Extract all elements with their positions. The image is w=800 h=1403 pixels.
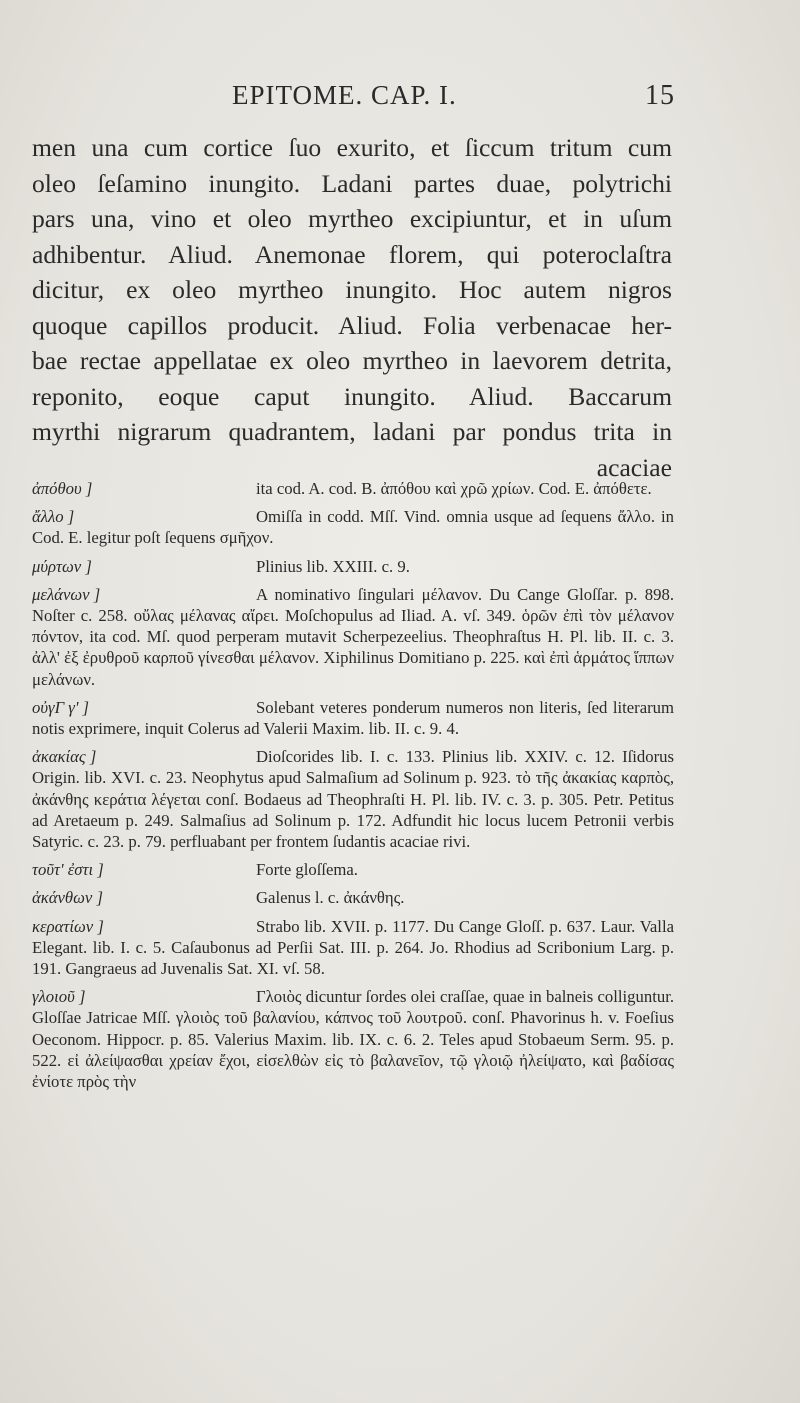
- page-header: [0, 78, 800, 118]
- catchword: acaciae: [596, 452, 672, 482]
- main-text-line: dicitur, ex oleo myrtheo inungito. Hoc autem nigros: [32, 275, 672, 304]
- footnote-lemma: τοῦτ' ἐστι ]: [32, 860, 104, 880]
- footnote: [32, 859, 674, 880]
- footnote: [32, 746, 674, 852]
- footnote-lemma: κερατίων ]: [32, 916, 104, 936]
- footnote-text: Solebant veteres ponderum numeros non literis, ſed literarum notis exprimere, inquit Colerus ad Valerii Maxim. lib. II. c. 9. 4.: [32, 697, 674, 739]
- main-text-line: adhibentur. Aliud. Anemonae florem, qui poteroclaſtra: [32, 239, 672, 269]
- footnote-text: Dioſcorides lib. I. c. 133. Plinius lib. XXIV. c. 12. Iſidorus Origin. lib. XVI. c. 23. Neophytus apud Salmaſium ad Solinum p. 923. τὸ τῆς ἀκακίας καρπὸς, ἀκάνθης κεράτια λέγεται conſ. Bodaeus ad Theophraſti H. Pl. lib. IV. c. 3. p. 305. Petr. Petitus ad Aretaeum p. 249. Salmaſius ad Solinum p. 172. Adfundit hic locus lucem Petronii verbis Satyric. c. 23. p. 79. perfluabant per frontem ſudantis acaciae rivi.: [32, 747, 674, 852]
- footnote-lemma: γλοιοῦ ]: [32, 987, 86, 1007]
- footnote-lemma: ἄλλο ]: [32, 507, 75, 527]
- footnote-text: ita cod. A. cod. B. ἀπόθου καὶ χρῶ χρίων. Cod. E. ἀπόθετε.: [256, 479, 652, 498]
- footnote-text: Strabo lib. XVII. p. 1177. Du Cange Gloſſ. p. 637. Laur. Valla Elegant. lib. I. c. 5. Caſaubonus ad Perſii Sat. III. p. 264. Jo. Rhodius ad Scribonium Larg. p. 191. Gangraeus ad Juvenalis Sat. XI. vſ. 58.: [32, 916, 674, 979]
- footnote-lemma: οὐγΓ γ' ]: [32, 697, 90, 717]
- main-text-line: quoque capillos producit. Aliud. Folia verbenacae her-: [32, 310, 672, 340]
- footnote: [32, 478, 674, 499]
- footnote-lemma: ἀκάνθων ]: [32, 888, 103, 908]
- main-text-line: pars una, vino et oleo myrtheo excipiuntur, et in uſum: [32, 204, 672, 233]
- main-text-line: reponito, eoque caput inungito. Aliud. Baccarum: [32, 381, 672, 411]
- footnote-text: Galenus l. c. ἀκάνθης.: [256, 888, 405, 908]
- running-title: EPITOME. CAP. I.: [232, 80, 457, 110]
- main-text-line: myrthi nigrarum quadrantem, ladani par pondus trita in: [32, 417, 672, 446]
- footnote-lemma: μύρτων ]: [32, 556, 92, 576]
- main-text-line: bae rectae appellatae ex oleo myrtheo in laevorem detrita,: [32, 346, 672, 375]
- footnote-text: Γλοιὸς dicuntur ſordes olei craſſae, quae in balneis colliguntur. Gloſſae Jatricae Mſſ. γλοιὸς τοῦ βαλανίου, κάπνος τοῦ λουτροῦ. conſ. Phavorinus h. v. Foeſius Oeconom. Hippocr. p. 85. Valerius Maxim. lib. IX. c. 6. 2. Teles apud Stobaeum Serm. 95. p. 522. εἰ ἀλείψασθαι χρείαν ἔχοι, εἰσελθὼν εἰς τὸ βαλανεῖον, τῷ γλοιῷ ἠλείψατο, καὶ βαδίσας ἐνίοτε πρὸς τὴν: [32, 987, 674, 1092]
- footnote: [32, 916, 674, 980]
- main-text-line: oleo ſeſamino inungito. Ladani partes duae, polytrichi: [32, 168, 672, 198]
- main-text: [32, 130, 672, 485]
- footnote-text: Forte gloſſema.: [256, 860, 358, 880]
- footnote: [32, 506, 674, 548]
- footnote: [32, 584, 674, 690]
- footnote-lemma: ἀκακίας ]: [32, 747, 97, 767]
- footnotes: [32, 478, 674, 1099]
- main-text-line: men una cum cortice ſuo exurito, et ſiccum tritum cum: [32, 133, 672, 162]
- footnote-lemma: μελάνων ]: [32, 584, 101, 604]
- footnote-lemma: ἀπόθου ]: [32, 479, 93, 498]
- footnote-text: Plinius lib. XXIII. c. 9.: [256, 556, 410, 576]
- footnote: [32, 697, 674, 739]
- footnote: [32, 556, 674, 577]
- footnote: [32, 887, 674, 908]
- footnote-text: Omiſſa in codd. Mſſ. Vind. omnia usque ad ſequens ἄλλο. in Cod. E. legitur poſt ſequens σμῆχον.: [32, 507, 674, 548]
- footnote: [32, 986, 674, 1092]
- footnote-text: A nominativo ſingulari μέλανον. Du Cange Gloſſar. p. 898. Noſter c. 258. οὔλας μέλανας αἴρει. Moſchopulus ad Iliad. A. vſ. 349. ὁρῶν ἐπὶ τὸν μέλανον πόντον, ita cod. Mſ. quod perperam mutavit Scherpezeelius. Theophraſtus H. Pl. lib. II. c. 3. ἀλλ' ἐξ ἐρυθροῦ καρποῦ γίνεσθαι μέλανον. Xiphilinus Domitiano p. 225. καὶ ἐπὶ ἁρμάτος ἵππων μελάνων.: [32, 584, 674, 689]
- page-number: 15: [645, 80, 675, 111]
